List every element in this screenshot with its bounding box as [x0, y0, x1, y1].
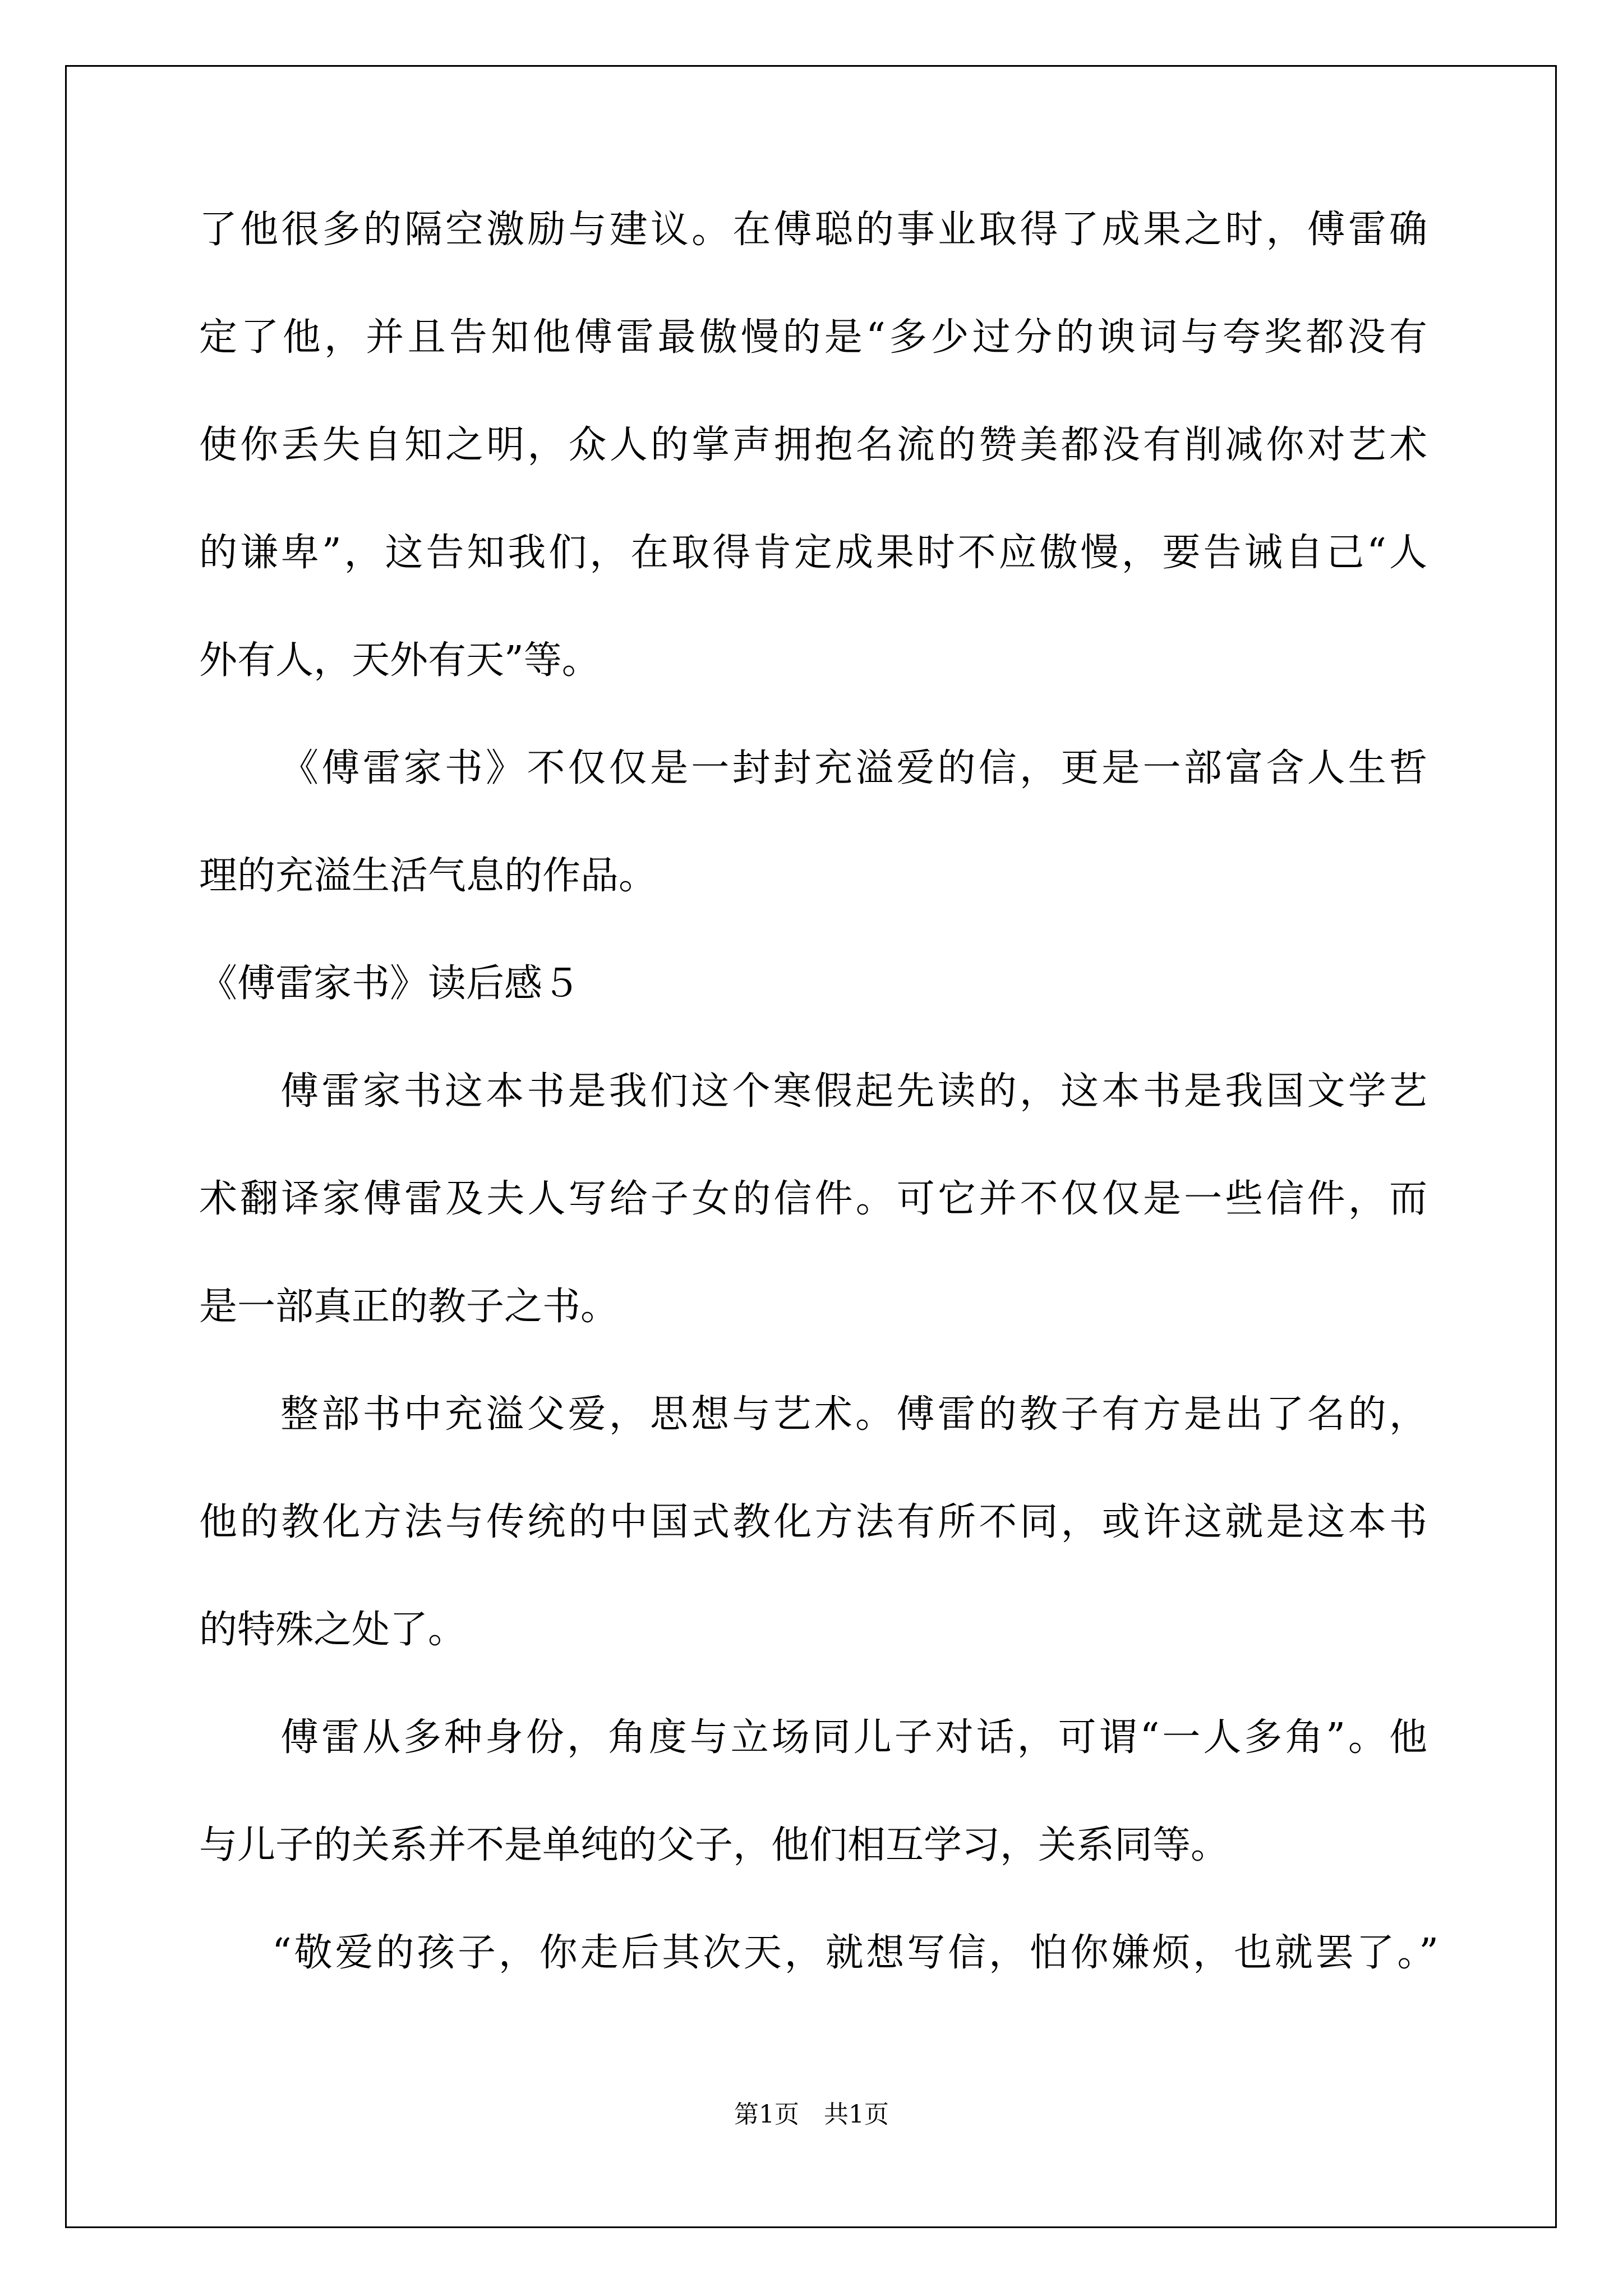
paragraph-start: 傅雷从多种身份，角度与立场同儿子对话，可谓“一人多角”。他 [280, 1715, 1427, 1760]
page-border [65, 65, 1557, 2228]
text-line: 与儿子的关系并不是单纯的父子，他们相互学习，关系同等。 [199, 1823, 1229, 1867]
paragraph-start: 傅雷家书这本书是我们这个寒假起先读的，这本书是我国文学艺 [280, 1069, 1427, 1114]
text-line: 他的教化方法与传统的中国式教化方法有所不同，或许这就是这本书 [199, 1500, 1427, 1544]
page-footer [0, 2098, 1623, 2132]
text-line: 术翻译家傅雷及夫人写给子女的信件。可它并不仅仅是一些信件，而 [199, 1177, 1427, 1221]
paragraph-start: 整部书中充溢父爱，思想与艺术。傅雷的教子有方是出了名的， [280, 1392, 1427, 1437]
section-heading: 《傅雷家书》读后感５ [199, 961, 581, 1006]
paragraph-start: “敬爱的孩子，你走后其次天，就想写信，怕你嫌烦，也就罢了。” [272, 1931, 1438, 1975]
text-line: 使你丢失自知之明，众人的掌声拥抱名流的赞美都没有削减你对艺术 [199, 423, 1427, 467]
text-line: 了他很多的隔空激励与建议。在傅聪的事业取得了成果之时，傅雷确 [199, 208, 1427, 252]
paragraph-start: 《傅雷家书》不仅仅是一封封充溢爱的信，更是一部富含人生哲 [280, 746, 1427, 790]
page-number: 第1页 共1页 [734, 2100, 889, 2129]
text-line: 理的充溢生活气息的作品。 [199, 854, 657, 898]
text-line: 的特殊之处了。 [199, 1608, 467, 1652]
text-line: 定了他，并且告知他傅雷最傲慢的是“多少过分的谀词与夸奖都没有 [199, 315, 1427, 360]
text-line: 是一部真正的教子之书。 [199, 1285, 619, 1329]
text-line: 的谦卑”，这告知我们，在取得肯定成果时不应傲慢，要告诫自己“人 [199, 531, 1427, 575]
text-line: 外有人，天外有天”等。 [199, 638, 600, 683]
